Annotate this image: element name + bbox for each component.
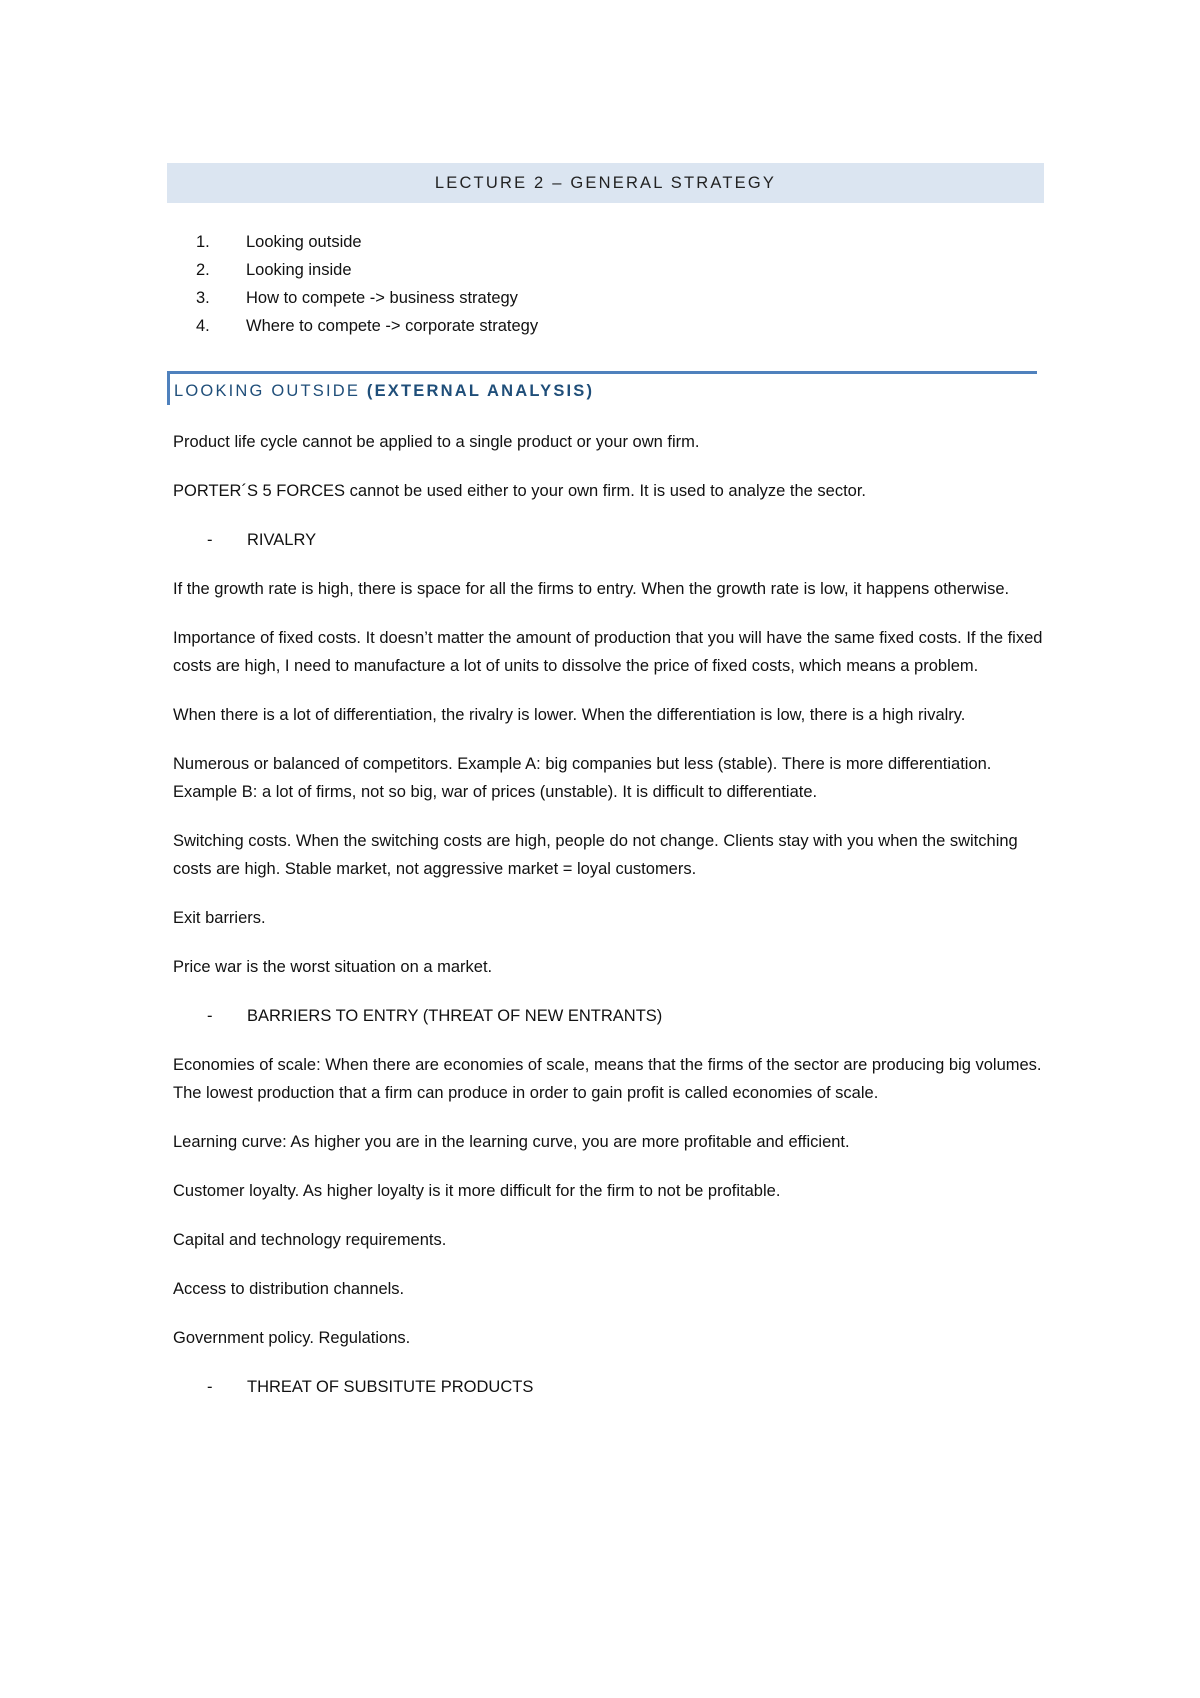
paragraph: If the growth rate is high, there is space for all the firms to entry. When the growth rate is low, it happens otherwise.	[173, 580, 1010, 598]
toc-label: Looking inside	[246, 261, 352, 279]
lecture-title: LECTURE 2 – GENERAL STRATEGY	[167, 163, 1044, 203]
paragraph: Exit barriers.	[173, 909, 266, 927]
paragraph: Price war is the worst situation on a market.	[173, 958, 493, 976]
toc-label: How to compete -> business strategy	[246, 289, 518, 307]
paragraph: Importance of fixed costs. It doesn’t matter the amount of production that you will have the same fixed costs. If the fixed costs are high, I need to manufacture a lot of units to dissolve the price of fixed costs, which means a problem.	[173, 629, 1043, 675]
bullet-text: BARRIERS TO ENTRY (THREAT OF NEW ENTRANTS)	[247, 1007, 663, 1025]
section-body	[173, 428, 1043, 1422]
bullet-dash: -	[207, 1007, 213, 1025]
toc-item	[196, 228, 538, 256]
toc-label: Where to compete -> corporate strategy	[246, 317, 539, 335]
toc-number: 4.	[196, 317, 210, 335]
paragraph: When there is a lot of differentiation, the rivalry is lower. When the differentiation is low, there is a high rivalry.	[173, 706, 966, 724]
bullet-heading	[173, 1373, 1043, 1401]
toc-number: 3.	[196, 289, 210, 307]
bullet-text: THREAT OF SUBSITUTE PRODUCTS	[247, 1378, 534, 1396]
bullet-text: RIVALRY	[247, 531, 317, 549]
paragraph: Economies of scale: When there are economies of scale, means that the firms of the sector are producing big volumes. The lowest production that a firm can produce in order to gain profit is called economies of scale.	[173, 1056, 1042, 1102]
bullet-dash: -	[207, 1378, 213, 1396]
toc-item	[196, 256, 538, 284]
bullet-heading	[173, 526, 1043, 554]
toc-item	[196, 312, 538, 340]
toc-number: 1.	[196, 233, 210, 251]
toc-item	[196, 284, 538, 312]
paragraph: Customer loyalty. As higher loyalty is it more difficult for the firm to not be profitable.	[173, 1182, 781, 1200]
section-title-main: LOOKING OUTSIDE	[174, 382, 367, 400]
bullet-dash: -	[207, 531, 213, 549]
paragraph: Access to distribution channels.	[173, 1280, 405, 1298]
paragraph: Numerous or balanced of competitors. Example A: big companies but less (stable). There is more differentiation. Example B: a lot of firms, not so big, war of prices (unstable). It is difficult to differentiate.	[173, 755, 992, 801]
table-of-contents	[196, 228, 538, 340]
paragraph: Product life cycle cannot be applied to a single product or your own firm.	[173, 433, 700, 451]
bullet-heading	[173, 1002, 1043, 1030]
paragraph: Learning curve: As higher you are in the learning curve, you are more profitable and efficient.	[173, 1133, 850, 1151]
paragraph: PORTER´S 5 FORCES cannot be used either to your own firm. It is used to analyze the sector.	[173, 482, 867, 500]
toc-number: 2.	[196, 261, 210, 279]
section-title-qualifier: (EXTERNAL ANALYSIS)	[366, 382, 595, 400]
paragraph: Capital and technology requirements.	[173, 1231, 447, 1249]
section-heading	[167, 371, 1037, 405]
paragraph: Switching costs. When the switching costs are high, people do not change. Clients stay with you when the switching costs are high. Stable market, not aggressive market = loyal customers.	[173, 832, 1018, 878]
paragraph: Government policy. Regulations.	[173, 1329, 411, 1347]
toc-label: Looking outside	[246, 233, 362, 251]
